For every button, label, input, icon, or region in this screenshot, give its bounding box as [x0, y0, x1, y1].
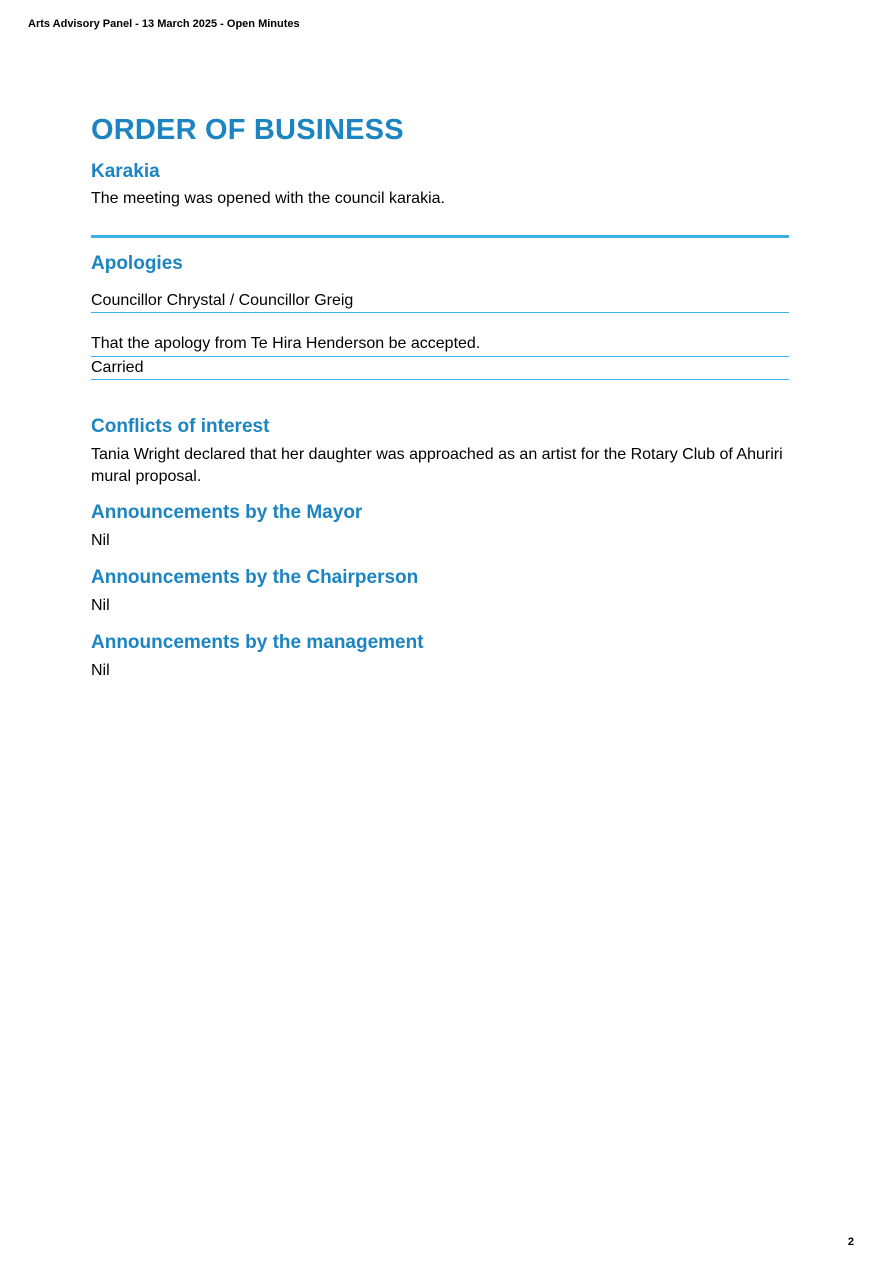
conflicts-text: Tania Wright declared that her daughter was approached as an artist for the Rotary Club of Ahuriri mural proposal. [91, 446, 783, 485]
mayor-announcements-text: Nil [91, 532, 110, 549]
apologies-outcome: Carried [91, 359, 144, 376]
management-announcements-text: Nil [91, 662, 110, 679]
conflicts-heading: Conflicts of interest [91, 416, 270, 437]
karakia-heading: Karakia [91, 161, 160, 182]
chairperson-announcements-text: Nil [91, 597, 110, 614]
order-of-business-section [91, 112, 789, 682]
apologies-heading: Apologies [91, 253, 183, 274]
mayor-announcements-heading: Announcements by the Mayor [91, 502, 363, 523]
apologies-resolution: That the apology from Te Hira Henderson be accepted. [91, 335, 481, 352]
page-number: 2 [847, 1236, 854, 1248]
management-announcements-heading: Announcements by the management [91, 632, 424, 653]
apologies-mover: Councillor Chrystal / Councillor Greig [91, 292, 354, 309]
karakia-text: The meeting was opened with the council karakia. [91, 190, 445, 207]
chairperson-announcements-heading: Announcements by the Chairperson [91, 567, 419, 588]
running-header: Arts Advisory Panel - 13 March 2025 - Open Minutes [28, 18, 300, 30]
page-title: ORDER OF BUSINESS [91, 114, 404, 146]
